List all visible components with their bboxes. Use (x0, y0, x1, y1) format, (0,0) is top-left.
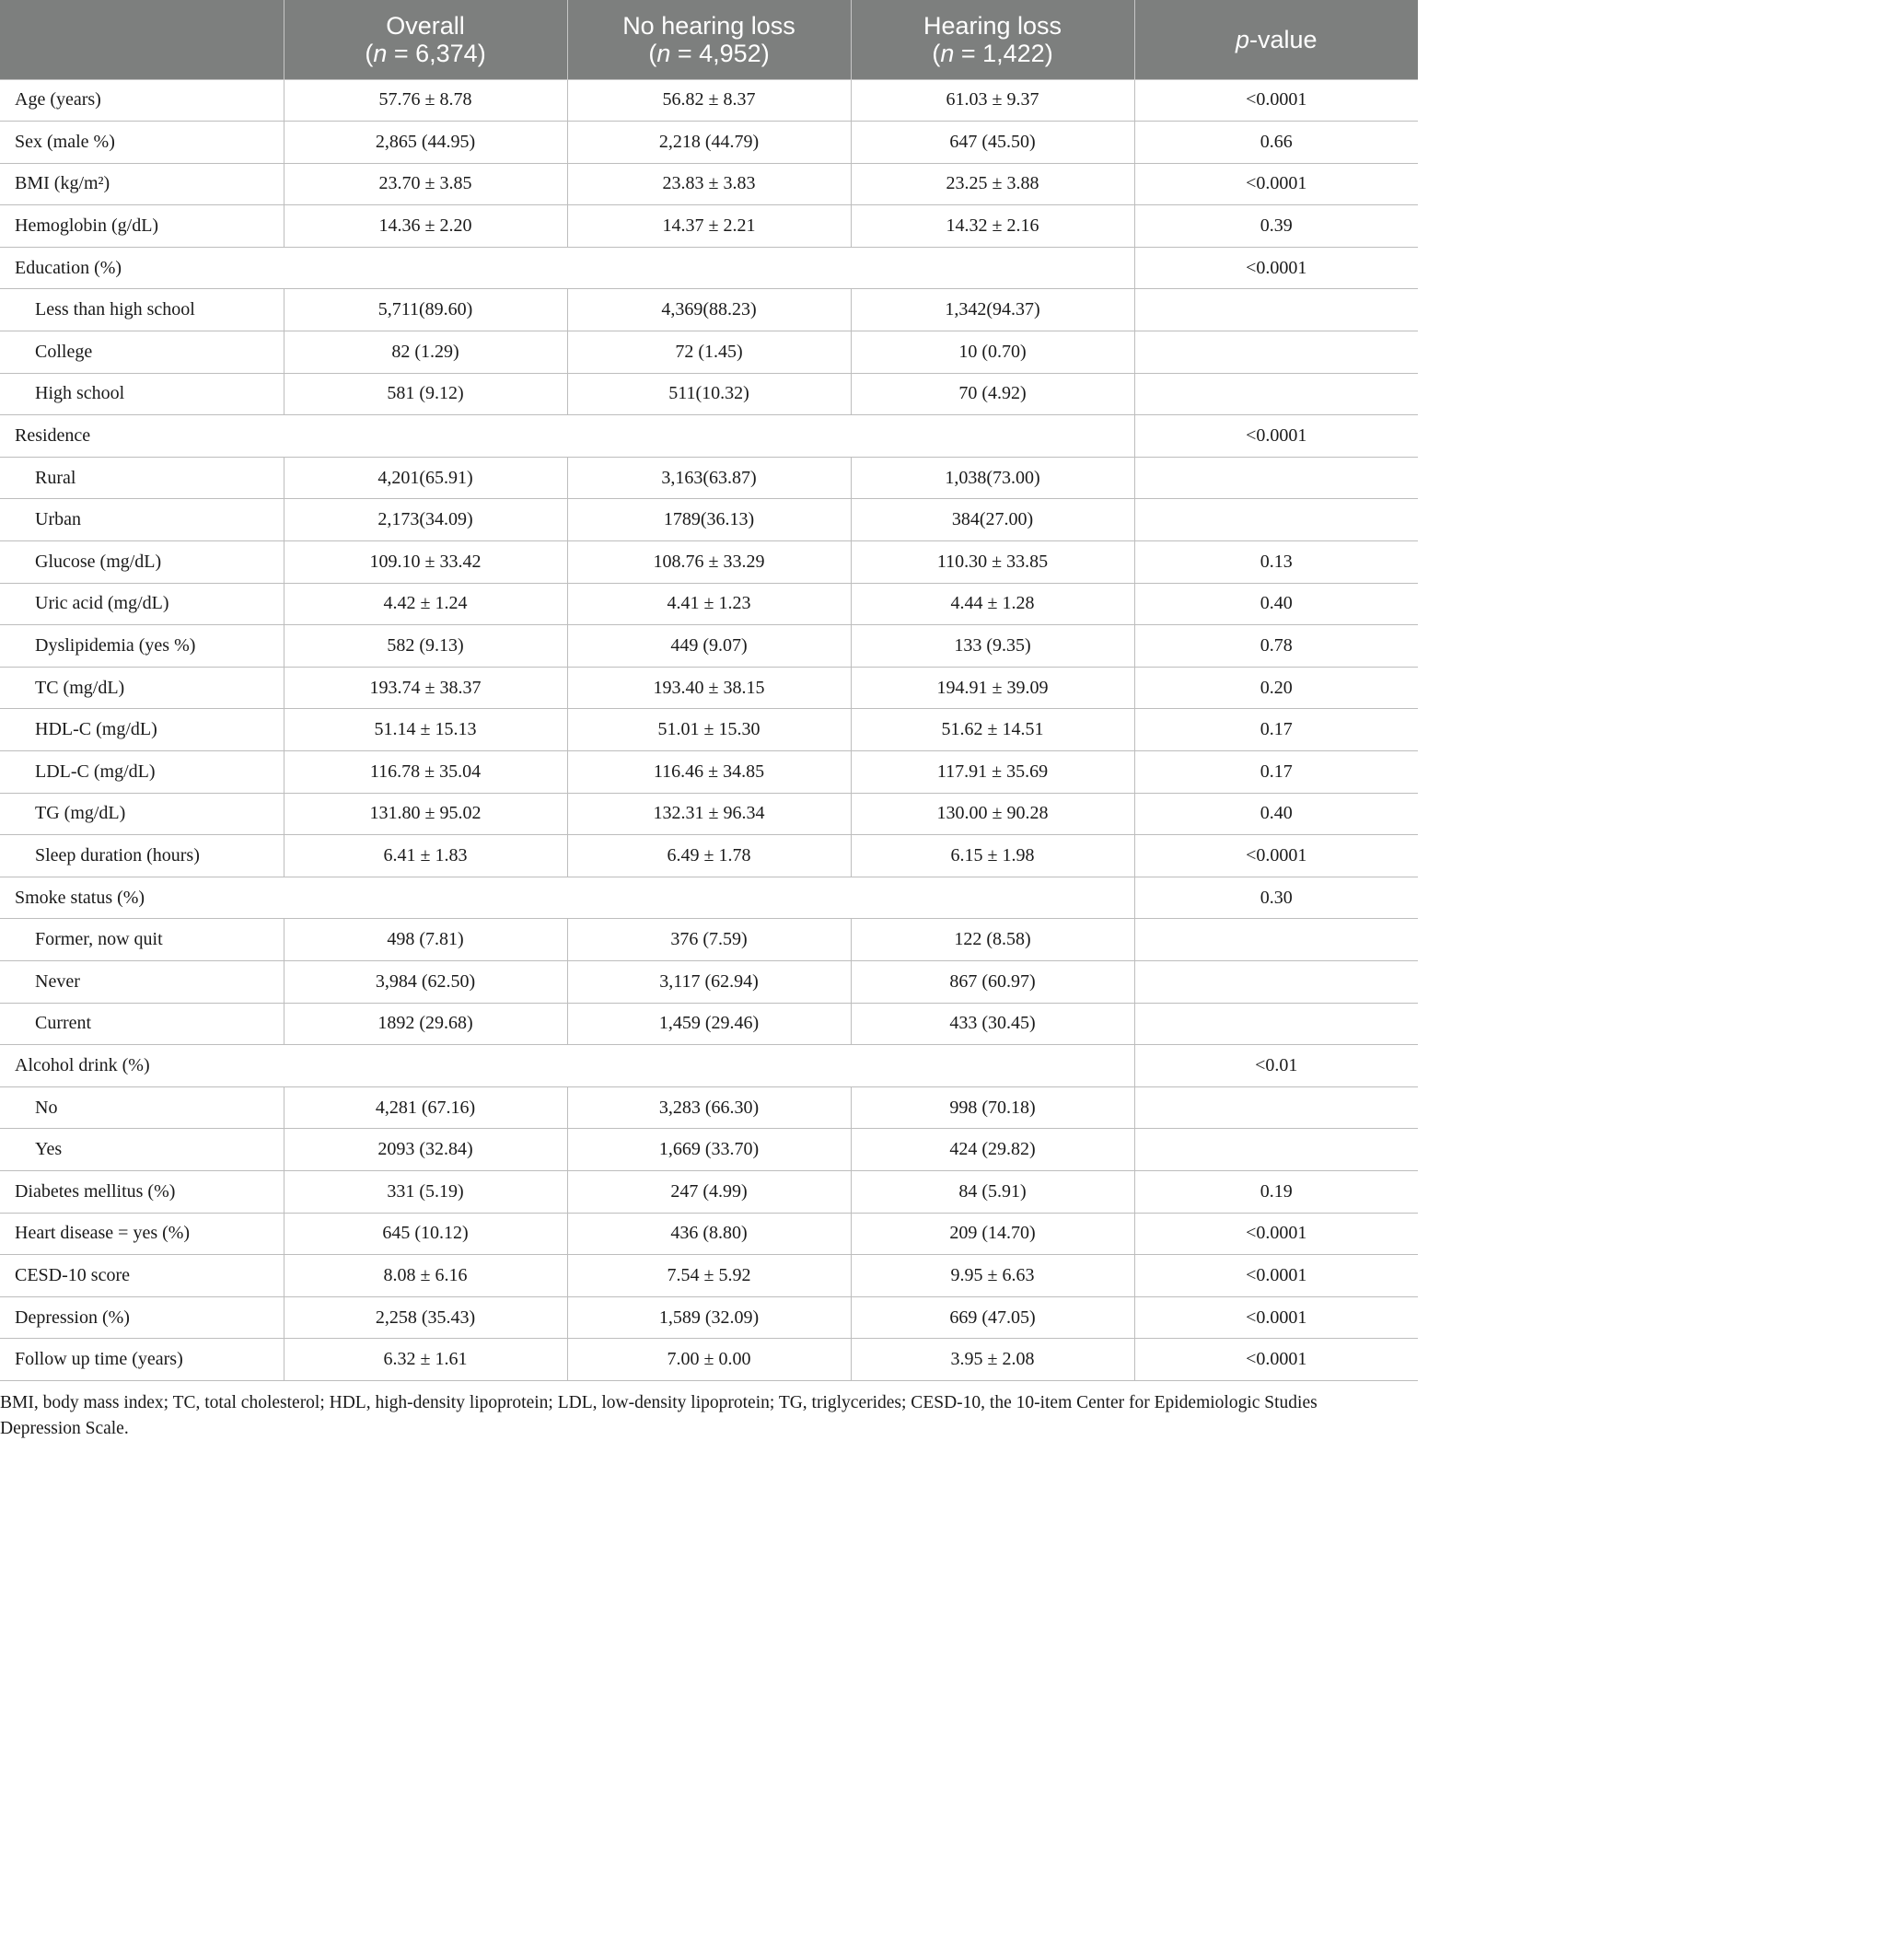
table-row (0, 122, 1418, 164)
variable-label-cell: Hemoglobin (g/dL) (0, 205, 284, 248)
header-overall (284, 0, 567, 79)
p-value-cell: <0.0001 (1134, 835, 1418, 877)
hearing-loss-cell: 3.95 ± 2.08 (851, 1339, 1134, 1381)
no-hearing-loss-cell: 51.01 ± 15.30 (567, 709, 851, 751)
table-row (0, 1296, 1418, 1339)
hearing-loss-cell: 70 (4.92) (851, 373, 1134, 415)
no-hearing-loss-cell: 449 (9.07) (567, 625, 851, 668)
table-row (0, 1339, 1418, 1381)
header-hearing-loss-n-value: = 1,422 (954, 39, 1045, 67)
header-p-rest: -value (1248, 25, 1318, 53)
overall-cell: 331 (5.19) (284, 1170, 567, 1213)
p-value-cell: 0.40 (1134, 793, 1418, 835)
hearing-loss-cell: 23.25 ± 3.88 (851, 163, 1134, 205)
table-row (0, 163, 1418, 205)
header-no-hearing-loss-n-symbol: n (656, 39, 671, 67)
p-value-cell: 0.66 (1134, 122, 1418, 164)
hearing-loss-cell: 84 (5.91) (851, 1170, 1134, 1213)
table-row (0, 331, 1418, 374)
table-row (0, 1255, 1418, 1297)
table-row (0, 793, 1418, 835)
no-hearing-loss-cell: 247 (4.99) (567, 1170, 851, 1213)
p-value-cell (1134, 289, 1418, 331)
no-hearing-loss-cell: 2,218 (44.79) (567, 122, 851, 164)
header-overall-n-value: = 6,374 (387, 39, 478, 67)
overall-cell: 57.76 ± 8.78 (284, 79, 567, 122)
overall-cell: 4.42 ± 1.24 (284, 583, 567, 625)
table-group-row (0, 1045, 1418, 1087)
overall-cell: 8.08 ± 6.16 (284, 1255, 567, 1297)
table-group-row (0, 415, 1418, 458)
no-hearing-loss-cell: 116.46 ± 34.85 (567, 751, 851, 794)
hearing-loss-cell: 117.91 ± 35.69 (851, 751, 1134, 794)
p-value-cell: <0.01 (1134, 1045, 1418, 1087)
overall-cell: 3,984 (62.50) (284, 960, 567, 1003)
p-value-cell: <0.0001 (1134, 415, 1418, 458)
table-row (0, 205, 1418, 248)
p-value-cell: <0.0001 (1134, 163, 1418, 205)
overall-cell: 581 (9.12) (284, 373, 567, 415)
table-row (0, 1129, 1418, 1171)
no-hearing-loss-cell: 1,459 (29.46) (567, 1003, 851, 1045)
variable-label-cell: Heart disease = yes (%) (0, 1213, 284, 1255)
no-hearing-loss-cell: 108.76 ± 33.29 (567, 541, 851, 584)
hearing-loss-cell: 110.30 ± 33.85 (851, 541, 1134, 584)
group-label-cell: Smoke status (%) (0, 877, 1134, 919)
table-row (0, 1086, 1418, 1129)
variable-label-cell: LDL-C (mg/dL) (0, 751, 284, 794)
p-value-cell (1134, 1086, 1418, 1129)
no-hearing-loss-cell: 7.54 ± 5.92 (567, 1255, 851, 1297)
overall-cell: 14.36 ± 2.20 (284, 205, 567, 248)
variable-label-cell: TG (mg/dL) (0, 793, 284, 835)
overall-cell: 109.10 ± 33.42 (284, 541, 567, 584)
table-header (0, 0, 1418, 79)
p-value-cell: <0.0001 (1134, 1339, 1418, 1381)
variable-label-cell: Rural (0, 457, 284, 499)
variable-label-cell: Follow up time (years) (0, 1339, 284, 1381)
no-hearing-loss-cell: 56.82 ± 8.37 (567, 79, 851, 122)
p-value-cell: <0.0001 (1134, 1213, 1418, 1255)
p-value-cell: <0.0001 (1134, 1255, 1418, 1297)
table-row (0, 289, 1418, 331)
table-row (0, 79, 1418, 122)
overall-cell: 1892 (29.68) (284, 1003, 567, 1045)
variable-label-cell: No (0, 1086, 284, 1129)
p-value-cell (1134, 499, 1418, 541)
p-value-cell (1134, 960, 1418, 1003)
no-hearing-loss-cell: 3,283 (66.30) (567, 1086, 851, 1129)
overall-cell: 2,258 (35.43) (284, 1296, 567, 1339)
hearing-loss-cell: 998 (70.18) (851, 1086, 1134, 1129)
p-value-cell: 0.17 (1134, 709, 1418, 751)
overall-cell: 4,201(65.91) (284, 457, 567, 499)
overall-cell: 193.74 ± 38.37 (284, 667, 567, 709)
hearing-loss-cell: 130.00 ± 90.28 (851, 793, 1134, 835)
variable-label-cell: Former, now quit (0, 919, 284, 961)
hearing-loss-cell: 209 (14.70) (851, 1213, 1134, 1255)
header-hearing-loss (851, 0, 1134, 79)
header-overall-n: (n = 6,374) (365, 39, 486, 67)
no-hearing-loss-cell: 376 (7.59) (567, 919, 851, 961)
hearing-loss-cell: 194.91 ± 39.09 (851, 667, 1134, 709)
table-row (0, 541, 1418, 584)
table-row (0, 373, 1418, 415)
table-row (0, 583, 1418, 625)
header-overall-label: Overall (386, 11, 465, 40)
group-label-cell: Residence (0, 415, 1134, 458)
variable-label-cell: Uric acid (mg/dL) (0, 583, 284, 625)
overall-cell: 51.14 ± 15.13 (284, 709, 567, 751)
table-row (0, 960, 1418, 1003)
no-hearing-loss-cell: 1,589 (32.09) (567, 1296, 851, 1339)
header-p-symbol: p (1235, 25, 1249, 53)
no-hearing-loss-cell: 3,117 (62.94) (567, 960, 851, 1003)
overall-cell: 5,711(89.60) (284, 289, 567, 331)
table-body (0, 79, 1418, 1380)
hearing-loss-cell: 14.32 ± 2.16 (851, 205, 1134, 248)
p-value-cell (1134, 331, 1418, 374)
header-hearing-loss-n: (n = 1,422) (932, 39, 1053, 67)
overall-cell: 131.80 ± 95.02 (284, 793, 567, 835)
header-hearing-loss-label: Hearing loss (923, 11, 1062, 40)
group-label-cell: Alcohol drink (%) (0, 1045, 1134, 1087)
hearing-loss-cell: 424 (29.82) (851, 1129, 1134, 1171)
group-label-cell: Education (%) (0, 247, 1134, 289)
p-value-cell: <0.0001 (1134, 247, 1418, 289)
table-group-row (0, 877, 1418, 919)
hearing-loss-cell: 4.44 ± 1.28 (851, 583, 1134, 625)
p-value-cell: 0.39 (1134, 205, 1418, 248)
variable-label-cell: Dyslipidemia (yes %) (0, 625, 284, 668)
hearing-loss-cell: 10 (0.70) (851, 331, 1134, 374)
variable-label-cell: CESD-10 score (0, 1255, 284, 1297)
variable-label-cell: Diabetes mellitus (%) (0, 1170, 284, 1213)
no-hearing-loss-cell: 4,369(88.23) (567, 289, 851, 331)
no-hearing-loss-cell: 4.41 ± 1.23 (567, 583, 851, 625)
table-row (0, 457, 1418, 499)
no-hearing-loss-cell: 1789(36.13) (567, 499, 851, 541)
variable-label-cell: TC (mg/dL) (0, 667, 284, 709)
hearing-loss-cell: 1,038(73.00) (851, 457, 1134, 499)
no-hearing-loss-cell: 1,669 (33.70) (567, 1129, 851, 1171)
header-variable (0, 0, 284, 79)
no-hearing-loss-cell: 3,163(63.87) (567, 457, 851, 499)
overall-cell: 498 (7.81) (284, 919, 567, 961)
overall-cell: 116.78 ± 35.04 (284, 751, 567, 794)
variable-label-cell: Urban (0, 499, 284, 541)
hearing-loss-cell: 647 (45.50) (851, 122, 1134, 164)
overall-cell: 6.41 ± 1.83 (284, 835, 567, 877)
variable-label-cell: Age (years) (0, 79, 284, 122)
p-value-cell (1134, 457, 1418, 499)
hearing-loss-cell: 133 (9.35) (851, 625, 1134, 668)
variable-label-cell: Never (0, 960, 284, 1003)
table-group-row (0, 247, 1418, 289)
table-row (0, 709, 1418, 751)
variable-label-cell: HDL-C (mg/dL) (0, 709, 284, 751)
variable-label-cell: Less than high school (0, 289, 284, 331)
variable-label-cell: Sleep duration (hours) (0, 835, 284, 877)
p-value-cell: 0.78 (1134, 625, 1418, 668)
table-row (0, 835, 1418, 877)
p-value-cell (1134, 373, 1418, 415)
overall-cell: 4,281 (67.16) (284, 1086, 567, 1129)
table-row (0, 1170, 1418, 1213)
variable-label-cell: Glucose (mg/dL) (0, 541, 284, 584)
header-no-hearing-loss-n: (n = 4,952) (648, 39, 770, 67)
p-value-cell: 0.20 (1134, 667, 1418, 709)
table-row (0, 1213, 1418, 1255)
variable-label-cell: Current (0, 1003, 284, 1045)
variable-label-cell: Sex (male %) (0, 122, 284, 164)
p-value-cell: <0.0001 (1134, 79, 1418, 122)
hearing-loss-cell: 384(27.00) (851, 499, 1134, 541)
overall-cell: 2,865 (44.95) (284, 122, 567, 164)
p-value-cell (1134, 919, 1418, 961)
overall-cell: 2093 (32.84) (284, 1129, 567, 1171)
header-no-hearing-loss (567, 0, 851, 79)
table-row (0, 667, 1418, 709)
hearing-loss-cell: 51.62 ± 14.51 (851, 709, 1134, 751)
hearing-loss-cell: 9.95 ± 6.63 (851, 1255, 1134, 1297)
p-value-cell: <0.0001 (1134, 1296, 1418, 1339)
hearing-loss-cell: 1,342(94.37) (851, 289, 1134, 331)
no-hearing-loss-cell: 193.40 ± 38.15 (567, 667, 851, 709)
variable-label-cell: College (0, 331, 284, 374)
p-value-cell: 0.19 (1134, 1170, 1418, 1213)
no-hearing-loss-cell: 7.00 ± 0.00 (567, 1339, 851, 1381)
table-footnote: BMI, body mass index; TC, total cholesterol; HDL, high-density lipoprotein; LDL, low-density lipoprotein; TG, triglycerides; CESD-10, the 10-item Center for Epidemiologic Studies Depression Scale. (0, 1392, 1318, 1438)
no-hearing-loss-cell: 511(10.32) (567, 373, 851, 415)
variable-label-cell: Yes (0, 1129, 284, 1171)
no-hearing-loss-cell: 436 (8.80) (567, 1213, 851, 1255)
header-hearing-loss-n-symbol: n (940, 39, 955, 67)
no-hearing-loss-cell: 72 (1.45) (567, 331, 851, 374)
p-value-cell (1134, 1003, 1418, 1045)
table-row (0, 625, 1418, 668)
header-overall-n-symbol: n (373, 39, 388, 67)
no-hearing-loss-cell: 23.83 ± 3.83 (567, 163, 851, 205)
overall-cell: 23.70 ± 3.85 (284, 163, 567, 205)
hearing-loss-cell: 6.15 ± 1.98 (851, 835, 1134, 877)
variable-label-cell: High school (0, 373, 284, 415)
overall-cell: 645 (10.12) (284, 1213, 567, 1255)
overall-cell: 2,173(34.09) (284, 499, 567, 541)
p-value-cell (1134, 1129, 1418, 1171)
p-value-cell: 0.17 (1134, 751, 1418, 794)
header-no-hearing-loss-n-value: = 4,952 (670, 39, 761, 67)
table-row (0, 751, 1418, 794)
variable-label-cell: BMI (kg/m²) (0, 163, 284, 205)
hearing-loss-cell: 867 (60.97) (851, 960, 1134, 1003)
p-value-cell: 0.40 (1134, 583, 1418, 625)
header-no-hearing-loss-label: No hearing loss (622, 11, 795, 40)
hearing-loss-cell: 61.03 ± 9.37 (851, 79, 1134, 122)
variable-label-cell: Depression (%) (0, 1296, 284, 1339)
p-value-cell: 0.30 (1134, 877, 1418, 919)
overall-cell: 6.32 ± 1.61 (284, 1339, 567, 1381)
overall-cell: 582 (9.13) (284, 625, 567, 668)
no-hearing-loss-cell: 132.31 ± 96.34 (567, 793, 851, 835)
table-row (0, 1003, 1418, 1045)
header-row (0, 0, 1418, 79)
p-value-cell: 0.13 (1134, 541, 1418, 584)
overall-cell: 82 (1.29) (284, 331, 567, 374)
hearing-loss-cell: 122 (8.58) (851, 919, 1134, 961)
no-hearing-loss-cell: 6.49 ± 1.78 (567, 835, 851, 877)
table-row (0, 499, 1418, 541)
hearing-loss-cell: 669 (47.05) (851, 1296, 1134, 1339)
header-p-value (1134, 0, 1418, 79)
hearing-loss-cell: 433 (30.45) (851, 1003, 1134, 1045)
no-hearing-loss-cell: 14.37 ± 2.21 (567, 205, 851, 248)
table-row (0, 919, 1418, 961)
